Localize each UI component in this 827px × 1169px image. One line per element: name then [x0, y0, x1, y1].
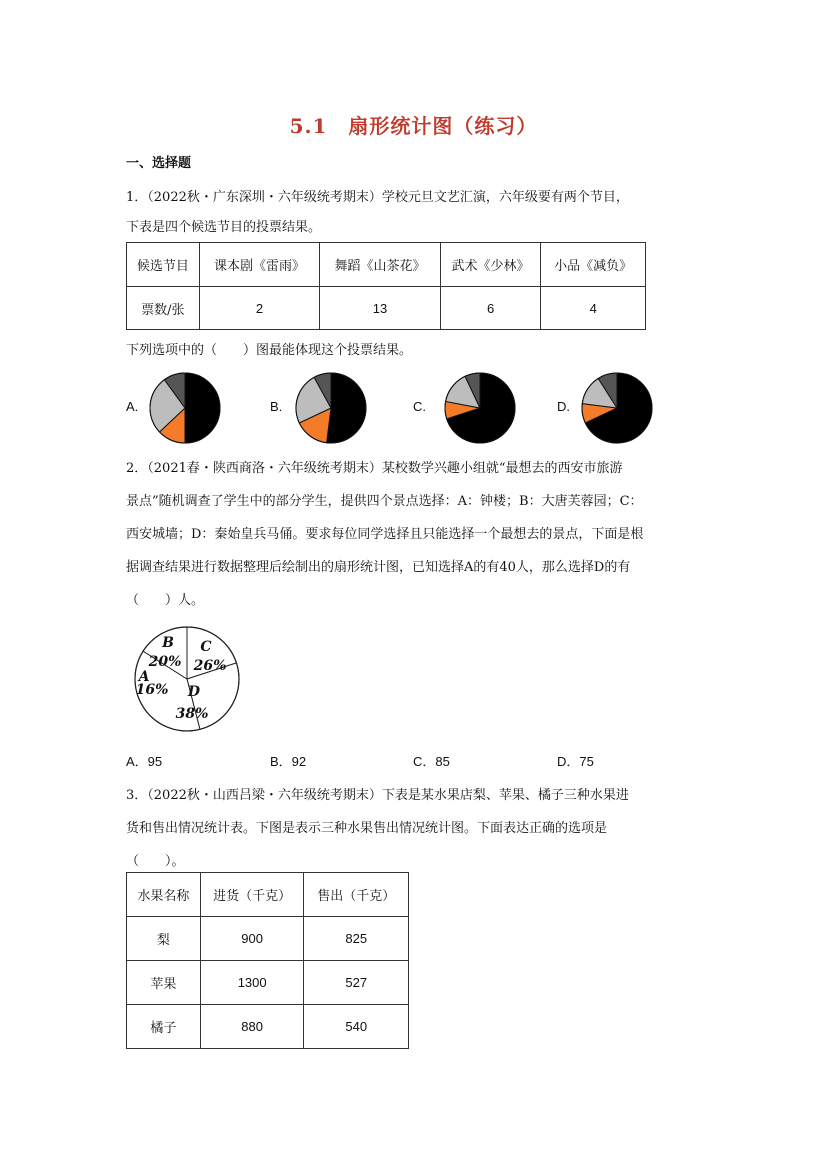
- table-cell: 梨: [127, 917, 201, 961]
- table-cell: 票数/张: [127, 287, 200, 330]
- q3-line1: 3．（2022秋・山西吕梁・六年级统考期末）下表是某水果店梨、苹果、橘子三种水果进: [126, 788, 629, 803]
- table-cell: 苹果: [127, 961, 201, 1005]
- table-cell: 橘子: [127, 1005, 201, 1049]
- q2-line3: 西安城墙；D：秦始皇兵马俑。要求每位同学选择且只能选择一个最想去的景点，下面是根: [126, 527, 644, 542]
- table-cell: 13: [320, 287, 441, 330]
- pie-slice-black: [185, 373, 220, 443]
- option-d-label[interactable]: D.: [557, 399, 570, 414]
- q2-answer-b[interactable]: B．92: [270, 754, 307, 769]
- pie-option-c: [443, 371, 517, 445]
- q3-line2: 货和售出情况统计表。下图是表示三种水果售出情况统计图。下面表达正确的选项是: [126, 821, 608, 836]
- table-cell: 900: [200, 917, 304, 961]
- pie-label-a: A: [138, 669, 150, 685]
- option-b-label[interactable]: B.: [270, 399, 283, 414]
- pie-pct-c: 26%: [193, 658, 227, 674]
- q1-line2: 下表是四个候选节目的投票结果。: [126, 220, 322, 235]
- table-cell: 2: [199, 287, 320, 330]
- q2-line5: （ ）人。: [126, 593, 205, 608]
- q3-line3: （ ）。: [126, 854, 185, 869]
- q1-prompt: 下列选项中的（ ）图最能体现这个投票结果。: [126, 343, 413, 358]
- option-c-label[interactable]: C.: [413, 399, 426, 414]
- table-cell: 武术《少林》: [440, 243, 541, 287]
- table-cell: 825: [304, 917, 409, 961]
- pie-slices: [582, 373, 652, 443]
- q2-pie-chart: [132, 624, 242, 734]
- pie-slices: [445, 373, 515, 443]
- table-cell: 4: [541, 287, 646, 330]
- pie-pct-b: 20%: [148, 654, 182, 670]
- table-cell: 小品《减负》: [541, 243, 646, 287]
- table-row: [127, 917, 409, 961]
- pie-slice-black: [327, 373, 366, 443]
- table-cell: 候选节目: [127, 243, 200, 287]
- table-cell: 舞蹈《山茶花》: [320, 243, 441, 287]
- q2-answer-d[interactable]: D．75: [557, 754, 594, 769]
- table-cell: 6: [440, 287, 541, 330]
- pie-slices: [296, 373, 366, 443]
- table-cell: 进货（千克）: [200, 873, 304, 917]
- option-a-label[interactable]: A.: [126, 399, 139, 414]
- pie-pct-a: 16%: [135, 682, 169, 698]
- q2-line4: 据调查结果进行数据整理后绘制出的扇形统计图，已知选择A的有40人，那么选择D的有: [126, 560, 631, 575]
- table-cell: 527: [304, 961, 409, 1005]
- q3-fruit-table: [126, 872, 409, 1049]
- pie-label-b: B: [162, 635, 174, 651]
- pie-option-a: [148, 371, 222, 445]
- table-cell: 880: [200, 1005, 304, 1049]
- q2-line1: 2．（2021春・陕西商洛・六年级统考期末）某校数学兴趣小组就“最想去的西安市旅游: [126, 461, 623, 476]
- table-cell: 水果名称: [127, 873, 201, 917]
- pie-label-c: C: [200, 639, 212, 655]
- table-cell: 售出（千克）: [304, 873, 409, 917]
- table-cell: 540: [304, 1005, 409, 1049]
- pie-option-d: [580, 371, 654, 445]
- pie-pct-d: 38%: [175, 706, 209, 722]
- q2-answer-a[interactable]: A．95: [126, 754, 163, 769]
- table-row: [127, 961, 409, 1005]
- table-cell: 课本剧《雷雨》: [199, 243, 320, 287]
- q2-line2: 景点”随机调查了学生中的部分学生，提供四个景点选择：A：钟楼；B：大唐芙蓉园；C：: [126, 494, 643, 509]
- q2-answer-c[interactable]: C．85: [413, 754, 450, 769]
- pie-label-d: D: [187, 684, 201, 700]
- table-row: [127, 873, 409, 917]
- section-heading: 一、选择题: [126, 156, 192, 171]
- pie-slices: [150, 373, 220, 443]
- page-title: 5.1 扇形统计图（练习）: [289, 114, 538, 138]
- table-row: [127, 243, 646, 287]
- table-row: [127, 1005, 409, 1049]
- q1-vote-table: [126, 242, 646, 330]
- table-row: [127, 287, 646, 330]
- pie-option-b: [294, 371, 368, 445]
- table-cell: 1300: [200, 961, 304, 1005]
- q1-line1: 1．（2022秋・广东深圳・六年级统考期末）学校元旦文艺汇演，六年级要有两个节目，: [126, 190, 629, 205]
